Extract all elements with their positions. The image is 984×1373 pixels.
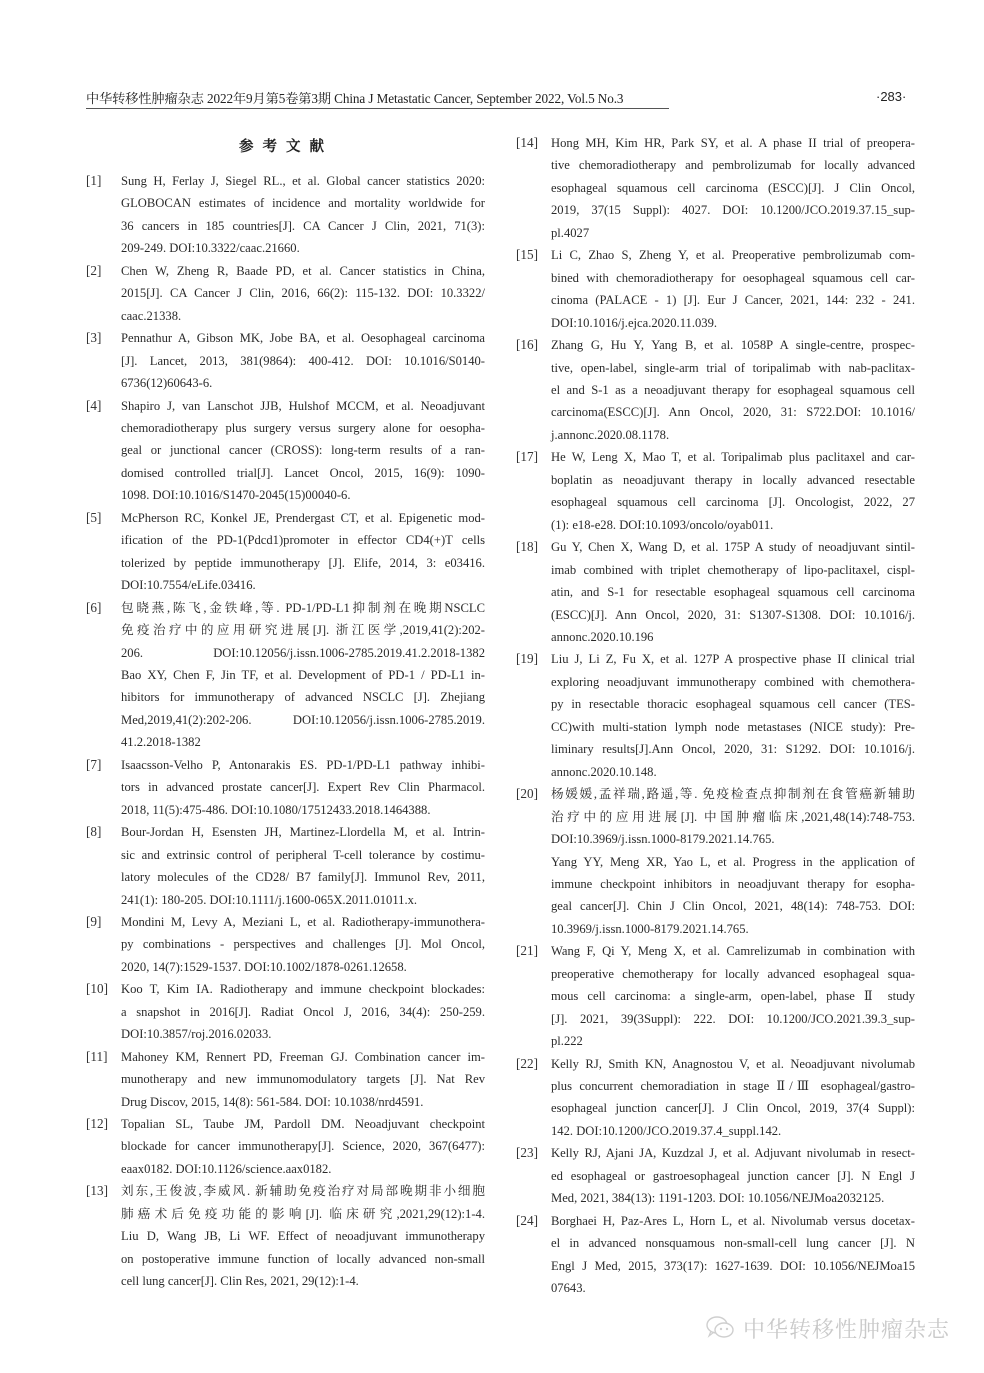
reference-number: [12] (86, 1116, 108, 1132)
reference-line: Pennathur A, Gibson MK, Jobe BA, et al. Oesophageal carcinoma (121, 331, 485, 346)
reference-number: [24] (516, 1212, 538, 1228)
header-rule (86, 108, 669, 109)
reference-number: [16] (516, 337, 538, 353)
reference-text (551, 940, 916, 1052)
reference-line: el and S-1 as a neoadjuvant therapy for esophageal squamous cell (551, 382, 915, 397)
reference-line: 2018, 11(5):475-486. DOI:10.1080/17512433.2018.1464388. (121, 802, 431, 817)
reference-item (86, 1046, 486, 1113)
reference-text (121, 821, 486, 911)
reference-line: tive, open-label, single-arm trial of toripalimab with nab-paclitax- (551, 360, 915, 375)
reference-text (121, 597, 486, 754)
reference-line: geal cancer[J]. Chin J Clin Oncol, 2021, 48(14): 748-753. DOI: (551, 899, 915, 914)
reference-text (121, 1046, 486, 1113)
reference-line: atin, and S-1 for resectable esophageal squamous cell carcinoma (551, 585, 915, 600)
watermark (705, 1313, 950, 1343)
reference-number: [3] (86, 330, 102, 346)
reference-line: annonc.2020.10.196 (551, 629, 654, 644)
reference-text (121, 911, 486, 978)
reference-item (86, 754, 486, 821)
reference-line: exploring neoadjuvant immunotherapy combined with chemothera- (551, 674, 915, 689)
reference-number: [23] (516, 1145, 538, 1161)
reference-line: Yang YY, Meng XR, Yao L, et al. Progress in the application of (551, 854, 915, 869)
reference-line: McPherson RC, Konkel JE, Prendergast CT, et al. Epigenetic mod- (121, 510, 485, 525)
reference-item (516, 1142, 916, 1209)
reference-line: pl.4027 (551, 225, 590, 240)
reference-line: munotherapy and new immunomodulatory targets [J]. Nat Rev (121, 1072, 485, 1087)
reference-line: 2019, 37(15 Suppl): 4027. DOI: 10.1200/JCO.2019.37.15_sup- (551, 203, 915, 218)
reference-line: 206. DOI:10.12056/j.issn.1006-2785.2019.41.2.2018-1382 (121, 645, 485, 660)
reference-line: Li C, Zhao S, Zheng Y, et al. Preoperative pembrolizumab com- (551, 248, 915, 263)
reference-line: 包晓燕,陈飞,金铁峰,等. PD-1/PD-L1抑制剂在晚期NSCLC (121, 600, 485, 615)
reference-line: sic and extrinsic control of peripheral T-cell tolerance by costimu- (121, 847, 485, 862)
reference-line: geal or junctional cancer (CROSS): long-term results of a ran- (121, 443, 485, 458)
reference-item (516, 132, 916, 244)
reference-item (516, 1210, 916, 1300)
reference-line: el in advanced nonsquamous non-small-cell lung cancer [J]. N (551, 1236, 915, 1251)
reference-item (86, 1113, 486, 1180)
reference-number: [8] (86, 824, 102, 840)
reference-line: on postoperative immune function of locally advanced non-small (121, 1251, 485, 1266)
reference-line: He W, Leng X, Mao T, et al. Toripalimab plus paclitaxel and car- (551, 450, 915, 465)
reference-line: Wang F, Qi Y, Meng X, et al. Camrelizumab in combination with (551, 944, 915, 959)
reference-line: CC)with multi-station lymph node metastases (NICE study): Pre- (551, 719, 915, 734)
reference-line: Hong MH, Kim HR, Park SY, et al. A phase II trial of preopera- (551, 136, 915, 150)
reference-item (516, 1053, 916, 1143)
reference-line: py combinations - perspectives and challenges [J]. Mol Oncol, (121, 937, 485, 952)
running-header: 中华转移性肿瘤杂志 2022年9月第5卷第3期 China J Metastatic Cancer, September 2022, Vol.5 No.3 (86, 91, 624, 106)
reference-text (551, 334, 916, 446)
reference-line: Mondini M, Levy A, Meziani L, et al. Radiotherapy-immunothera- (121, 914, 485, 929)
reference-line: Borghaei H, Paz-Ares L, Horn L, et al. Nivolumab versus docetax- (551, 1213, 915, 1228)
reference-line: 209-249. DOI:10.3322/caac.21660. (121, 241, 300, 256)
reference-line: py in resectable thoracic esophageal squamous cell cancer (TES- (551, 697, 915, 712)
reference-text (551, 244, 916, 334)
reference-line: 6736(12)60643-6. (121, 376, 213, 391)
reference-number: [5] (86, 509, 102, 525)
reference-line: carcinoma(ESCC)[J]. Ann Oncol, 2020, 31: S722.DOI: 10.1016/ (551, 405, 915, 420)
reference-line: Liu D, Wang JB, Li WF. Effect of neoadjuvant immunotherapy (121, 1229, 485, 1244)
left-column-references (86, 170, 486, 1293)
wechat-icon (705, 1314, 737, 1342)
reference-text (551, 783, 916, 940)
reference-item (516, 648, 916, 783)
reference-item (86, 978, 486, 1045)
reference-number: [21] (516, 943, 538, 959)
reference-line: 1098. DOI:10.1016/S1470-2045(15)00040-6. (121, 488, 351, 503)
reference-text (121, 395, 486, 507)
reference-line: tolerized by peptide immunotherapy [J]. Elife, 2014, 3: e03416. (121, 555, 485, 570)
reference-line: DOI:10.7554/eLife.03416. (121, 578, 256, 593)
reference-line: 刘东,王俊波,李威风. 新辅助免疫治疗对局部晚期非小细胞 (121, 1184, 485, 1199)
reference-number: [7] (86, 756, 102, 772)
reference-item (86, 395, 486, 507)
reference-text (551, 648, 916, 783)
reference-line: hibitors for immunotherapy of advanced NSCLC [J]. Zhejiang (121, 690, 485, 705)
reference-line: esophageal squamous cell carcinoma (ESCC)[J]. J Clin Oncol, (551, 180, 915, 195)
reference-number: [9] (86, 913, 102, 929)
reference-line: plus concurrent chemoradiation in stage Ⅱ/Ⅲ esophageal/gastro- (551, 1079, 915, 1094)
reference-item (516, 783, 916, 940)
reference-line: Drug Discov, 2015, 14(8): 561-584. DOI: 10.1038/nrd4591. (121, 1094, 424, 1109)
reference-text (121, 1180, 486, 1292)
reference-line: Engl J Med, 2015, 373(17): 1627-1639. DOI: 10.1056/NEJMoa15 (551, 1258, 915, 1273)
section-title: 参考文献 (239, 139, 333, 155)
reference-line: pl.222 (551, 1034, 583, 1049)
reference-text (551, 446, 916, 536)
reference-number: [20] (516, 786, 538, 802)
reference-text (121, 327, 486, 394)
reference-item (516, 334, 916, 446)
reference-text (121, 754, 486, 821)
reference-line: Gu Y, Chen X, Wang D, et al. 175P A study of neoadjuvant sintil- (551, 540, 915, 555)
reference-number: [22] (516, 1055, 538, 1071)
reference-number: [15] (516, 247, 538, 263)
reference-line: esophageal squamous cell carcinoma [J]. Oncologist, 2022, 27 (551, 495, 915, 510)
reference-line: Bour-Jordan H, Esensten JH, Martinez-Llordella M, et al. Intrin- (121, 825, 485, 840)
reference-text (121, 260, 486, 327)
reference-text (551, 1142, 916, 1209)
reference-number: [10] (86, 981, 108, 997)
reference-line: Zhang G, Hu Y, Yang B, et al. 1058P A single-centre, prospec- (551, 338, 915, 353)
reference-line: immune checkpoint inhibitors in neoadjuvant therapy for esopha- (551, 876, 915, 891)
reference-text (551, 132, 916, 244)
reference-number: [4] (86, 397, 102, 413)
reference-line: chemoradiotherapy plus surgery versus surgery alone for oesopha- (121, 420, 485, 435)
reference-line: 142. DOI:10.1200/JCO.2019.37.4_suppl.142. (551, 1123, 782, 1138)
reference-item (516, 244, 916, 334)
reference-line: Bao XY, Chen F, Jin TF, et al. Development of PD-1 / PD-L1 in- (121, 667, 485, 682)
reference-line: 治疗中的应用进展[J]. 中国肿瘤临床,2021,48(14):748-753. (551, 809, 915, 824)
reference-line: Kelly RJ, Smith KN, Anagnostou V, et al. Neoadjuvant nivolumab (551, 1056, 915, 1071)
reference-item (86, 260, 486, 327)
reference-line: GLOBOCAN estimates of incidence and mortality worldwide for (121, 196, 485, 211)
reference-number: [17] (516, 449, 538, 465)
reference-line: j.annonc.2020.08.1178. (551, 427, 670, 442)
reference-line: latory molecules of the CD28/ B7 family[J]. Immunol Rev, 2011, (121, 870, 485, 885)
reference-line: a snapshot in 2016[J]. Radiat Oncol J, 2016, 34(4): 250-259. (121, 1004, 485, 1019)
page-number: ·283· (876, 89, 907, 104)
reference-text (121, 170, 486, 260)
reference-line: cell lung cancer[J]. Clin Res, 2021, 29(12):1-4. (121, 1274, 359, 1289)
reference-item (86, 821, 486, 911)
reference-number: [11] (86, 1048, 108, 1064)
reference-line: [J]. 2021, 39(3Suppl): 222. DOI: 10.1200/JCO.2021.39.3_sup- (551, 1011, 915, 1026)
reference-text (121, 507, 486, 597)
reference-line: Sung H, Ferlay J, Siegel RL., et al. Global cancer statistics 2020: (121, 174, 485, 188)
reference-line: DOI:10.3969/j.issn.1000-8179.2021.14.765. (551, 832, 775, 847)
reference-line: Med, 2021, 384(13): 1191-1203. DOI: 10.1056/NEJMoa2032125. (551, 1191, 885, 1206)
reference-item (516, 446, 916, 536)
reference-text (121, 978, 486, 1045)
reference-item (516, 536, 916, 648)
reference-item (86, 911, 486, 978)
reference-item (516, 940, 916, 1052)
reference-line: annonc.2020.10.148. (551, 764, 657, 779)
reference-line: mous cell carcinoma: a single-arm, open-label, phase Ⅱ study (551, 989, 915, 1004)
reference-line: eaax0182. DOI:10.1126/science.aax0182. (121, 1161, 332, 1176)
reference-line: cinoma (PALACE - 1) [J]. Eur J Cancer, 2021, 144: 232 - 241. (551, 293, 915, 308)
reference-line: imab combined with triplet chemotherapy of lipo-paclitaxel, cispl- (551, 562, 915, 577)
reference-line: DOI:10.1016/j.ejca.2020.11.039. (551, 315, 718, 330)
reference-number: [2] (86, 262, 102, 278)
reference-line: ed esophageal or gastroesophageal junction cancer [J]. N Engl J (551, 1168, 915, 1183)
reference-line: Topalian SL, Taube JM, Pardoll DM. Neoadjuvant checkpoint (121, 1117, 485, 1132)
reference-line: tive chemoradiotherapy and pembrolizumab for locally advanced (551, 158, 915, 173)
reference-number: [18] (516, 539, 538, 555)
reference-line: 肺癌术后免疫功能的影响[J]. 临床研究,2021,29(12):1-4. (121, 1206, 485, 1221)
reference-line: boplatin as neoadjuvant therapy in locally advanced resectable (551, 472, 915, 487)
right-column-references (516, 132, 916, 1300)
reference-line: 杨媛媛,孟祥瑞,路遥,等. 免疫检查点抑制剂在食管癌新辅助 (551, 787, 915, 802)
reference-line: domised controlled trial[J]. Lancet Oncol, 2015, 16(9): 1090- (121, 465, 485, 480)
reference-line: Liu J, Li Z, Fu X, et al. 127P A prospective phase II clinical trial (551, 652, 915, 667)
reference-line: 10.3969/j.issn.1000-8179.2021.14.765. (551, 921, 749, 936)
reference-text (551, 1210, 916, 1300)
reference-number: [19] (516, 651, 538, 667)
reference-line: Kelly RJ, Ajani JA, Kuzdzal J, et al. Adjuvant nivolumab in resect- (551, 1146, 915, 1161)
reference-line: Koo T, Kim IA. Radiotherapy and immune checkpoint blockades: (121, 982, 485, 997)
reference-line: 免疫治疗中的应用研究进展[J]. 浙江医学,2019,41(2):202- (121, 623, 485, 638)
reference-line: [J]. Lancet, 2013, 381(9864): 400-412. DOI: 10.1016/S0140- (121, 353, 485, 368)
reference-item (86, 327, 486, 394)
reference-number: [13] (86, 1183, 108, 1199)
reference-line: 2015[J]. CA Cancer J Clin, 2016, 66(2): 115-132. DOI: 10.3322/ (121, 286, 485, 301)
reference-line: Isaacsson-Velho P, Antonarakis ES. PD-1/PD-L1 pathway inhibi- (121, 757, 485, 772)
reference-number: [14] (516, 135, 538, 150)
reference-text (551, 536, 916, 648)
reference-line: tors in advanced prostate cancer[J]. Expert Rev Clin Pharmacol. (121, 780, 485, 795)
reference-line: bined with chemoradiotherapy for oesophageal squamous cell car- (551, 270, 915, 285)
reference-line: 41.2.2018-1382 (121, 735, 201, 750)
reference-number: [6] (86, 599, 102, 615)
reference-line: esophageal junction cancer[J]. J Clin Oncol, 2019, 37(4 Suppl): (551, 1101, 915, 1116)
reference-text (121, 1113, 486, 1180)
reference-item (86, 1180, 486, 1292)
reference-line: liminary results[J].Ann Oncol, 2020, 31: S1292. DOI: 10.1016/j. (551, 742, 915, 757)
reference-line: caac.21338. (121, 308, 182, 323)
reference-line: Med,2019,41(2):202-206. DOI:10.12056/j.issn.1006-2785.2019. (121, 712, 485, 727)
reference-text (551, 1053, 916, 1143)
reference-line: blockade for cancer immunotherapy[J]. Science, 2020, 367(6477): (121, 1139, 485, 1154)
reference-line: DOI:10.3857/roj.2016.02033. (121, 1027, 272, 1042)
reference-item (86, 507, 486, 597)
reference-item (86, 597, 486, 754)
watermark-text: 中华转移性肿瘤杂志 (743, 1317, 951, 1343)
reference-line: (ESCC)[J]. Ann Oncol, 2020, 31: S1307-S1308. DOI: 10.1016/j. (551, 607, 915, 622)
reference-line: Chen W, Zheng R, Baade PD, et al. Cancer statistics in China, (121, 263, 485, 278)
reference-line: (1): e18-e28. DOI:10.1093/oncolo/oyab011. (551, 517, 774, 532)
reference-line: 2020, 14(7):1529-1537. DOI:10.1002/1878-0261.12658. (121, 959, 407, 974)
reference-number: [1] (86, 173, 102, 188)
reference-line: preoperative chemotherapy for locally advanced esophageal squa- (551, 966, 915, 981)
reference-item (86, 170, 486, 260)
reference-line: Shapiro J, van Lanschot JJB, Hulshof MCCM, et al. Neoadjuvant (121, 398, 485, 413)
reference-line: ification of the PD-1(Pdcd1)promoter in effector CD4(+)T cells (121, 533, 485, 548)
reference-line: 07643. (551, 1281, 586, 1296)
reference-line: 241(1): 180-205. DOI:10.1111/j.1600-065X.2011.01011.x. (121, 892, 418, 907)
reference-line: 36 cancers in 185 countries[J]. CA Cancer J Clin, 2021, 71(3): (121, 218, 485, 233)
reference-line: Mahoney KM, Rennert PD, Freeman GJ. Combination cancer im- (121, 1049, 485, 1064)
